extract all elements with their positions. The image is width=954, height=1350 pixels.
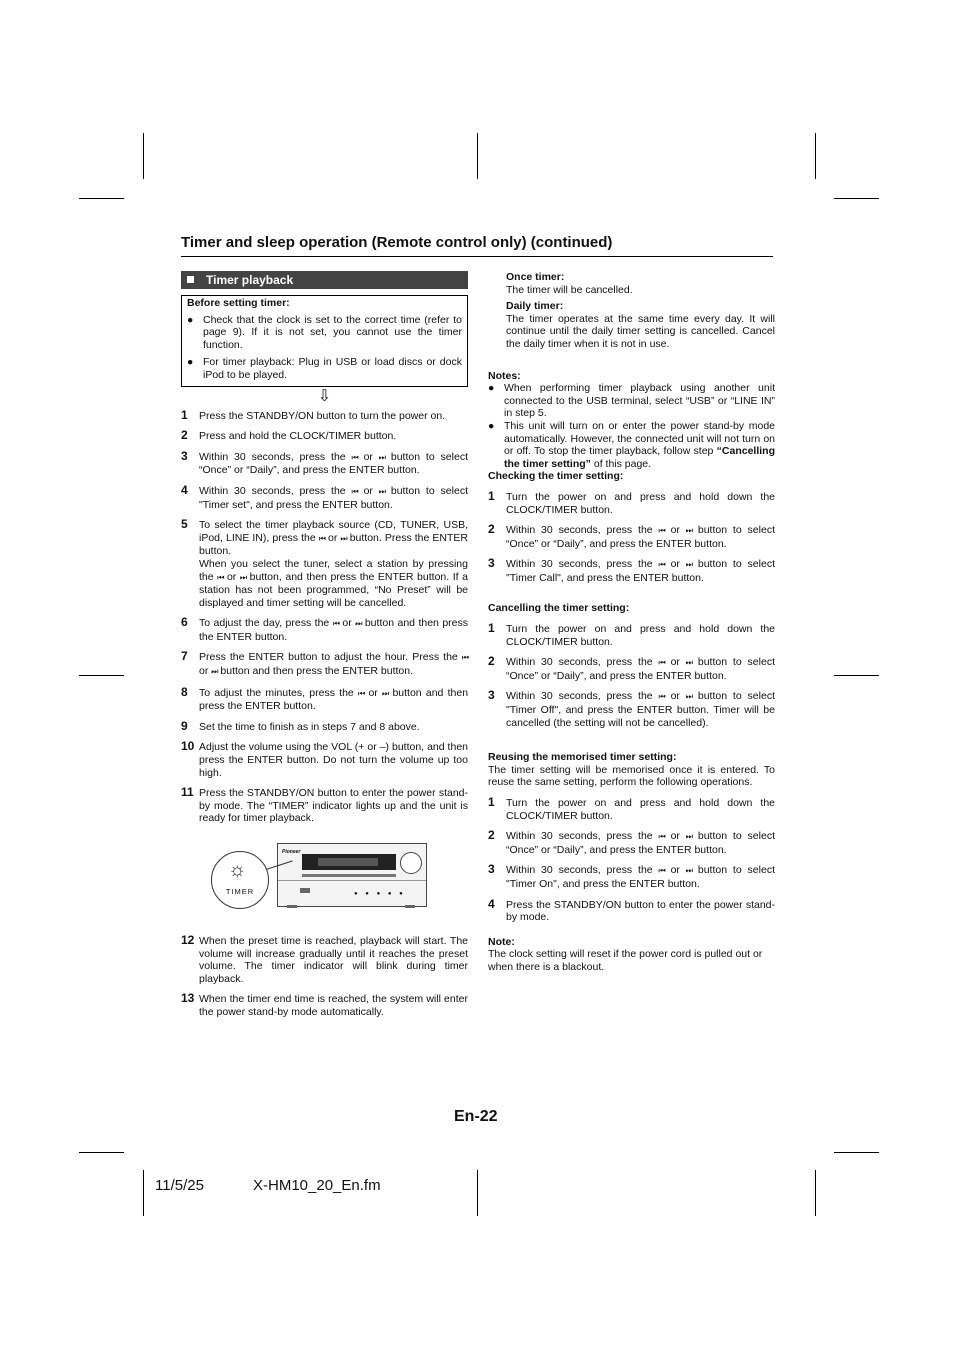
reuse-step-3: 3 Within 30 seconds, press the ⏮ or ⏭ button to select "Timer On", and press the ENTER button. xyxy=(488,862,775,890)
foot xyxy=(405,905,415,908)
volume-knob-icon xyxy=(400,852,422,874)
timer-indicator-label: TIMER xyxy=(225,887,255,896)
note-text: The clock setting will reset if the power cord is pulled out or when there is a blackout. xyxy=(488,948,763,973)
bullet-icon: ● xyxy=(187,356,194,369)
step-8: 8 To adjust the minutes, press the ⏮ or ⏭ button and then press the ENTER button. xyxy=(181,684,469,713)
section-heading xyxy=(181,271,468,289)
section-heading-text: Timer playback xyxy=(206,273,294,287)
prev-icon: ⏮ xyxy=(351,486,358,496)
once-timer: Once timer: The timer will be cancelled. Daily timer: The timer operates at the same time every day. It will continue until the daily timer setting is cancelled. Cancel the daily timer when it is not in use. xyxy=(506,271,775,350)
list-item: ● When performing timer playback using another unit connected to the USB terminal, select “USB” or “LINE IN” in step 5. xyxy=(488,382,775,420)
front-buttons: ● ● ● ● ● xyxy=(354,891,406,897)
prev-icon: ⏮ xyxy=(332,619,339,629)
down-arrow-icon: ⇩ xyxy=(317,387,332,405)
prev-icon: ⏮ xyxy=(658,526,665,536)
step-13: 13 When the timer end time is reached, the system will enter the power stand-by mode automatically. xyxy=(181,991,468,1018)
crop-mark xyxy=(79,675,124,676)
usb-port-icon xyxy=(300,888,310,893)
prev-icon: ⏮ xyxy=(658,832,665,842)
list-item: ● This unit will turn on or enter the power stand-by mode automatically. However, the connected unit will not turn on or off. To stop the timer playback, follow step “Cancelling the timer setting” of this page. xyxy=(488,419,775,470)
crop-mark xyxy=(143,1170,144,1216)
prev-icon: ⏮ xyxy=(318,533,325,543)
step-2: 2 Press and hold the CLOCK/TIMER button. xyxy=(181,428,397,443)
next-icon: ⏭ xyxy=(685,560,692,570)
crop-mark xyxy=(834,198,879,199)
right-column xyxy=(488,271,775,974)
crop-mark xyxy=(477,133,478,179)
title-rule xyxy=(181,256,773,257)
step-7: 7 Press the ENTER button to adjust the hour. Press the ⏮ or ⏭ button and then press the ENTER button. xyxy=(181,649,468,678)
next-icon: ⏭ xyxy=(378,452,385,462)
next-icon: ⏭ xyxy=(355,619,362,629)
crop-mark xyxy=(815,133,816,179)
crop-mark xyxy=(834,1152,879,1153)
next-icon: ⏭ xyxy=(211,667,218,677)
step-3: 3 Within 30 seconds, press the ⏮ or ⏭ button to select “Once” or “Daily”, and press the ENTER button. xyxy=(181,448,468,477)
next-icon: ⏭ xyxy=(685,658,692,668)
foot xyxy=(287,905,297,908)
next-icon: ⏭ xyxy=(685,692,692,702)
step-4: 4 Within 30 seconds, press the ⏮ or ⏭ button to select "Timer set", and press the ENTER button. xyxy=(181,482,468,511)
crop-mark xyxy=(79,198,124,199)
next-icon: ⏭ xyxy=(378,486,385,496)
device-illustration xyxy=(211,839,468,923)
prev-icon: ⏮ xyxy=(658,560,665,570)
front-divider xyxy=(278,880,426,881)
prev-icon: ⏮ xyxy=(658,658,665,668)
step-11: 11 Press the STANDBY/ON button to enter the power stand-by mode. The “TIMER” indicator lights up and the unit is ready for timer playback. xyxy=(181,785,468,825)
prev-icon: ⏮ xyxy=(461,653,468,663)
prev-icon: ⏮ xyxy=(351,452,358,462)
list-item: ● For timer playback: Plug in USB or load discs or dock iPod to be played. xyxy=(187,356,462,381)
step-10: 10 Adjust the volume using the VOL (+ or –) button, and then press the ENTER button. Do not turn the volume up too high. xyxy=(181,739,468,779)
before-setting-box xyxy=(181,295,468,387)
reusing-heading: Reusing the memorised timer setting: xyxy=(488,751,677,764)
page-number: En-22 xyxy=(454,1108,498,1125)
crop-mark xyxy=(477,1170,478,1216)
next-icon: ⏭ xyxy=(685,526,692,536)
brand-logo: Pioneer xyxy=(282,849,301,855)
notes-heading: Notes: xyxy=(488,369,521,382)
cancel-step-1: 1 Turn the power on and press and hold down the CLOCK/TIMER button. xyxy=(488,621,775,648)
page-title: Timer and sleep operation (Remote control only) (continued) xyxy=(181,234,613,251)
cancel-step-2: 2 Within 30 seconds, press the ⏮ or ⏭ button to select “Once” or “Daily”, and press the ENTER button. xyxy=(488,654,775,682)
next-icon: ⏭ xyxy=(239,572,247,582)
display-window xyxy=(318,858,378,866)
prev-icon: ⏮ xyxy=(217,572,224,582)
checking-heading: Checking the timer setting: xyxy=(488,470,624,483)
reuse-step-2: 2 Within 30 seconds, press the ⏮ or ⏭ button to select “Once” or “Daily”, and press the ENTER button. xyxy=(488,828,775,856)
prev-icon: ⏮ xyxy=(658,692,665,702)
list-item: ● Check that the clock is set to the correct time (refer to page 9). If it is not set, you cannot use the timer function. xyxy=(187,313,462,351)
reuse-step-1: 1 Turn the power on and press and hold down the CLOCK/TIMER button. xyxy=(488,795,775,822)
step-1: 1 Press the STANDBY/ON button to turn the power on. xyxy=(181,407,446,422)
next-icon: ⏭ xyxy=(685,832,692,842)
step-6: 6 To adjust the day, press the ⏮ or ⏭ button and then press the ENTER button. xyxy=(181,615,469,643)
next-icon: ⏭ xyxy=(382,688,389,698)
check-step-3: 3 Within 30 seconds, press the ⏮ or ⏭ button to select "Timer Call", and press the ENTER button. xyxy=(488,556,775,584)
indicator-light-icon: ☼ xyxy=(228,859,247,881)
step-5: 5 To select the timer playback source (CD, TUNER, USB, iPod, LINE IN), press the ⏮ or ⏭ button. Press the ENTER button. When you select the tuner, select a station by pressing the ⏮ or ⏭ button, and then press the ENTER button. If a station has not been programmed, “No Preset” will be displayed and timer setting will be cancelled. xyxy=(181,517,468,609)
prev-icon: ⏮ xyxy=(358,688,365,698)
footer-filename: X-HM10_20_En.fm xyxy=(253,1177,381,1194)
crop-mark xyxy=(815,1170,816,1216)
before-setting-title: Before setting timer: xyxy=(187,297,290,309)
stereo-unit xyxy=(277,843,427,907)
prev-icon: ⏮ xyxy=(658,866,665,876)
reuse-step-4: 4 Press the STANDBY/ON button to enter the power stand-by mode. xyxy=(488,896,775,924)
timer-indicator-callout xyxy=(211,851,269,909)
bullet-icon: ● xyxy=(488,419,495,432)
crop-mark xyxy=(143,133,144,179)
step-12: 12 When the preset time is reached, playback will start. The volume will increase gradually until it reaches the preset volume. The timer indicator will blink during timer playback. xyxy=(181,933,468,985)
next-icon: ⏭ xyxy=(340,533,347,543)
crop-mark xyxy=(79,1152,124,1153)
bullet-icon: ● xyxy=(187,313,194,326)
disc-slot xyxy=(302,874,396,877)
reusing-text: The timer setting will be memorised once it is entered. To reuse the same setting, perform the following operations. xyxy=(488,763,775,789)
step-9: 9 Set the time to finish as in steps 7 and 8 above. xyxy=(181,718,420,733)
check-step-1: 1 Turn the power on and press and hold down the CLOCK/TIMER button. xyxy=(488,488,775,516)
note-heading: Note: xyxy=(488,935,515,948)
footer-date: 11/5/25 xyxy=(155,1177,204,1194)
cancelling-heading: Cancelling the timer setting: xyxy=(488,602,630,615)
crop-mark xyxy=(834,675,879,676)
left-column xyxy=(181,271,468,1027)
bullet-icon: ● xyxy=(488,382,495,395)
check-step-2: 2 Within 30 seconds, press the ⏮ or ⏭ button to select “Once” or “Daily”, and press the ENTER button. xyxy=(488,522,775,550)
next-icon: ⏭ xyxy=(685,866,692,876)
cancel-step-3: 3 Within 30 seconds, press the ⏮ or ⏭ button to select "Timer Off", and press the ENTER button. Timer will be cancelled (the setting will not be cancelled). xyxy=(488,688,775,729)
square-bullet-icon xyxy=(187,276,194,283)
